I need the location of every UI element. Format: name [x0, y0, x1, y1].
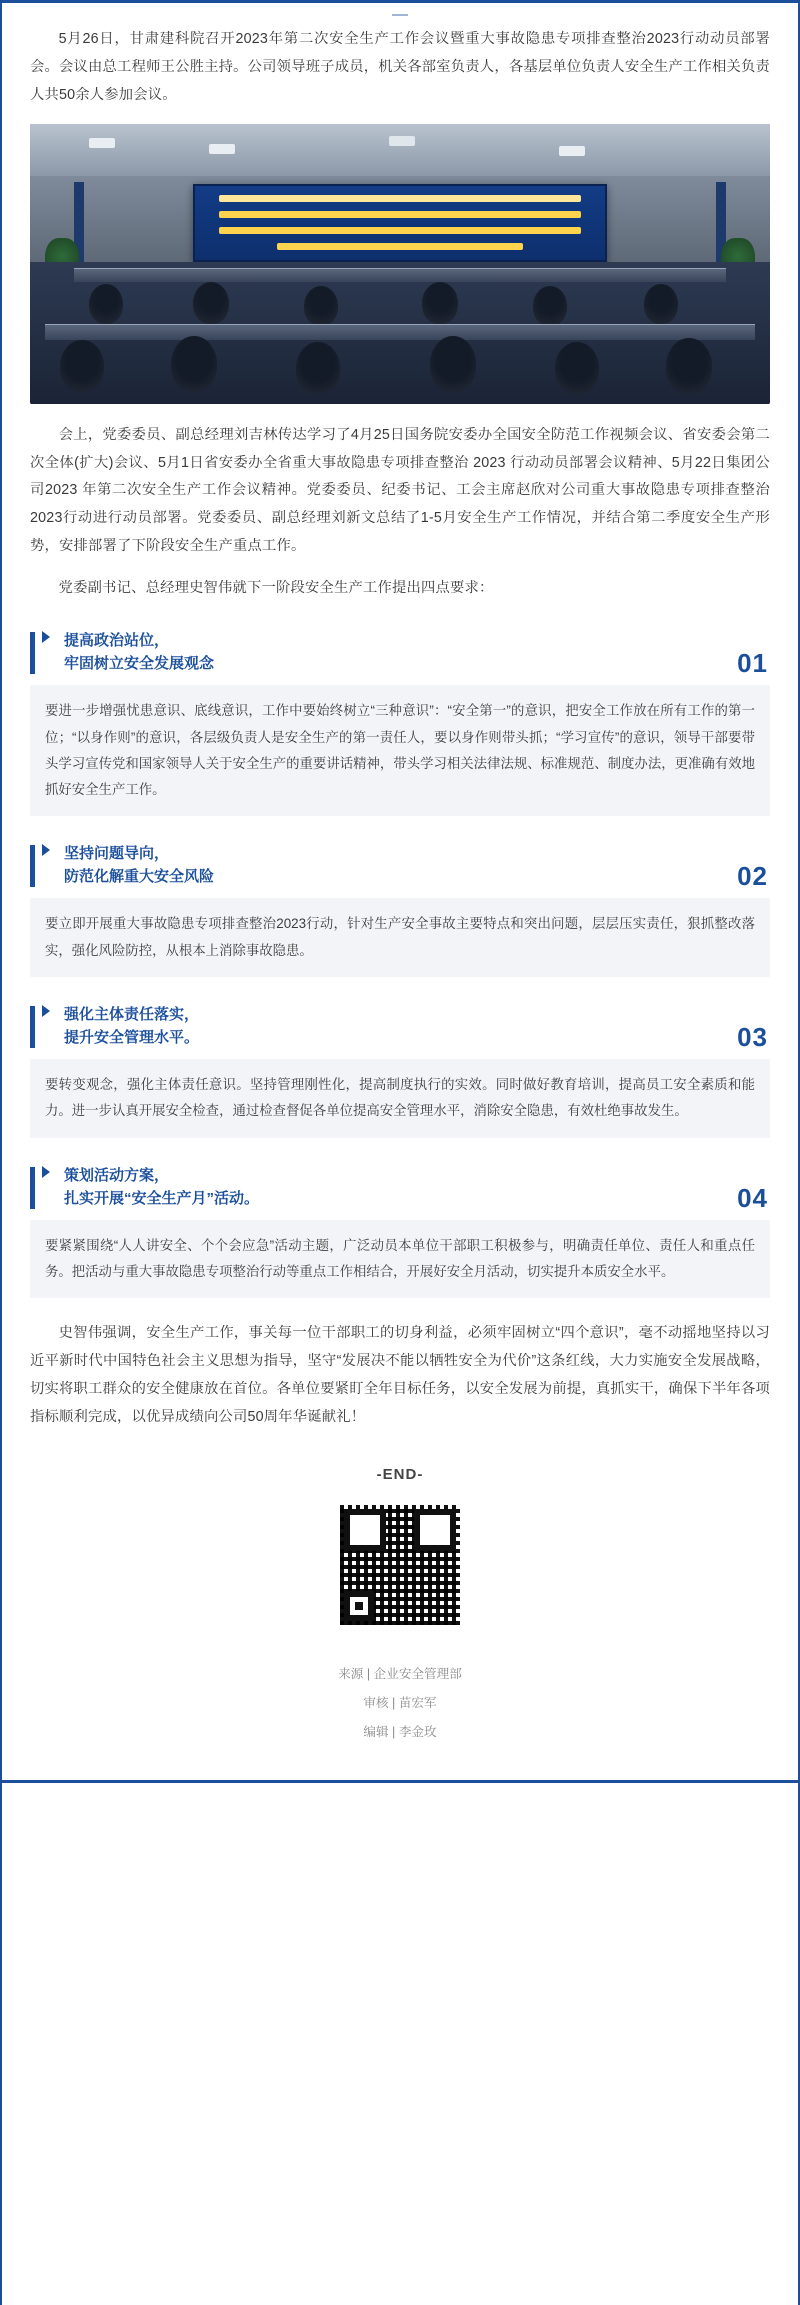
screen-text-line-1 — [219, 211, 580, 218]
photo-projection-screen — [193, 184, 607, 262]
screen-text-line-3 — [277, 243, 523, 250]
photo-table-row-1 — [74, 268, 725, 282]
section-body-1: 要进一步增强忧患意识、底线意识，工作中要始终树立“三种意识”：“安全第一”的意识，把安全工作放在所有工作的第一位；“以身作则”的意识，各层级负责人是安全生产的第一责任人，要以身作则带头抓；“学习宣传”的意识，领导干部要带头学习宣传党和国家领导人关于安全生产的重要讲话精神，带头学习相关法律法规、标准规范、制度办法，更准确有效地抓好安全生产工作。 — [30, 685, 770, 816]
screen-text-line-2 — [219, 227, 580, 234]
photo-attendee — [533, 286, 567, 326]
article-content — [2, 26, 798, 1773]
photo-attendee — [296, 342, 340, 394]
qr-code-icon[interactable] — [340, 1505, 460, 1625]
arrow-right-icon — [42, 1005, 50, 1017]
accent-bar — [30, 1167, 35, 1209]
section-body-4: 要紧紧围绕“人人讲安全、个个会应急”活动主题，广泛动员本单位干部职工积极参与，明确责任单位、责任人和重点任务。把活动与重大事故隐患专项整治行动等重点工作相结合，开展好安全月活动，切实提升本质安全水平。 — [30, 1220, 770, 1298]
credits-block — [30, 1660, 770, 1773]
section-number-2: 02 — [737, 861, 768, 892]
section-heading-2 — [30, 842, 770, 892]
section-number-1: 01 — [737, 648, 768, 679]
section-title-2-line2: 防范化解重大安全风险 — [64, 868, 215, 886]
section-heading-1 — [30, 629, 770, 679]
photo-attendee — [644, 284, 678, 324]
photo-attendee — [304, 286, 338, 326]
section-title-4-line2: 扎实开展“安全生产月”活动。 — [64, 1189, 260, 1207]
section-number-3: 03 — [737, 1022, 768, 1053]
credit-source: 来源 | 企业安全管理部 — [338, 1666, 462, 1681]
section-title-2 — [48, 842, 770, 889]
accent-bar — [30, 845, 35, 887]
photo-attendee — [171, 336, 217, 392]
section-body-3: 要转变观念，强化主体责任意识。坚持管理刚性化，提高制度执行的实效。同时做好教育培训，提高员工安全素质和能力。进一步认真开展安全检查，通过检查督促各单位提高安全管理水平，消除安全隐患，有效杜绝事故发生。 — [30, 1059, 770, 1137]
photo-audience-area — [30, 262, 770, 404]
top-decoration-bar — [2, 0, 798, 26]
section-title-4 — [48, 1164, 770, 1211]
arrow-right-icon — [42, 1166, 50, 1178]
photo-attendee — [60, 340, 104, 392]
arrow-right-icon — [42, 631, 50, 643]
photo-attendee — [555, 342, 599, 394]
divider-dash — [392, 14, 408, 16]
section-title-3-line2: 提升安全管理水平。 — [64, 1028, 200, 1046]
paragraph-intro: 5月26日，甘肃建科院召开2023年第二次安全生产工作会议暨重大事故隐患专项排查整治2023行动动员部署会。会议由总工程师王公胜主持。公司领导班子成员，机关各部室负责人，各基层单位负责人安全生产工作相关负责人共50余人参加会议。 — [30, 31, 770, 103]
paragraph-conclusion: 史智伟强调，安全生产工作，事关每一位干部职工的切身利益，必须牢固树立“四个意识”，毫不动摇地坚持以习近平新时代中国特色社会主义思想为指导，坚守“发展决不能以牺牲安全为代价”这条红线，大力实施安全发展战略，切实将职工群众的安全健康放在首位。各单位要紧盯全年目标任务，以安全发展为前提，真抓实干，确保下半年各项指标顺利完成，以优异成绩向公司50周年华诞献礼！ — [30, 1325, 770, 1425]
qr-finder-bottom-left — [344, 1591, 374, 1621]
photo-attendee — [430, 336, 476, 392]
section-title-4-line1: 策划活动方案， — [64, 1166, 170, 1184]
conference-photo — [30, 124, 770, 404]
credit-editor: 编辑 | 李金玫 — [363, 1724, 437, 1739]
arrow-right-icon — [42, 844, 50, 856]
qr-code-wrapper — [30, 1505, 770, 1630]
photo-attendee — [193, 282, 229, 324]
photo-attendee — [89, 284, 123, 324]
section-heading-4 — [30, 1164, 770, 1211]
accent-bar — [30, 1006, 35, 1048]
paragraph-four-requirements: 党委副书记、总经理史智伟就下一阶段安全生产工作提出四点要求： — [58, 580, 494, 596]
photo-attendee — [422, 282, 458, 324]
accent-bar — [30, 632, 35, 674]
section-title-1 — [48, 629, 770, 676]
section-number-4: 04 — [737, 1183, 768, 1213]
section-title-3 — [48, 1003, 770, 1050]
section-title-2-line1: 坚持问题导向， — [64, 844, 170, 862]
section-title-3-line1: 强化主体责任落实， — [64, 1005, 200, 1023]
section-title-1-line2: 牢固树立安全发展观念 — [64, 655, 215, 673]
end-marker: -END- — [376, 1465, 424, 1483]
section-title-1-line1: 提高政治站位， — [64, 631, 170, 649]
screen-title-line — [219, 195, 580, 202]
section-body-2: 要立即开展重大事故隐患专项排查整治2023行动，针对生产安全事故主要特点和突出问题，层层压实责任，狠抓整改落实，强化风险防控，从根本上消除事故隐患。 — [30, 898, 770, 976]
paragraph-meeting-report: 会上，党委委员、副总经理刘吉林传达学习了4月25日国务院安委办全国安全防范工作视频会议、省安委会第二次全体(扩大)会议、5月1日省安委办全省重大事故隐患专项排查整治 2023 行动动员部署会议精神、5月22日集团公司2023 年第二次安全生产工作会议精神。党委委员、纪委书记、工会主席赵欣对公司重大事故隐患专项排查整治2023行动进行动员部署。党委委员、副总经理刘新文总结了1-5月安全生产工作情况，并结合第二季度安全生产形势，安排部署了下阶段安全生产重点工作。 — [30, 426, 770, 555]
photo-ceiling — [30, 124, 770, 176]
section-heading-3 — [30, 1003, 770, 1053]
credit-reviewer: 审核 | 苗宏军 — [363, 1695, 437, 1710]
bottom-decoration-bar — [2, 1773, 798, 1783]
photo-attendee — [666, 338, 712, 394]
photo-table-row-2 — [45, 324, 755, 340]
